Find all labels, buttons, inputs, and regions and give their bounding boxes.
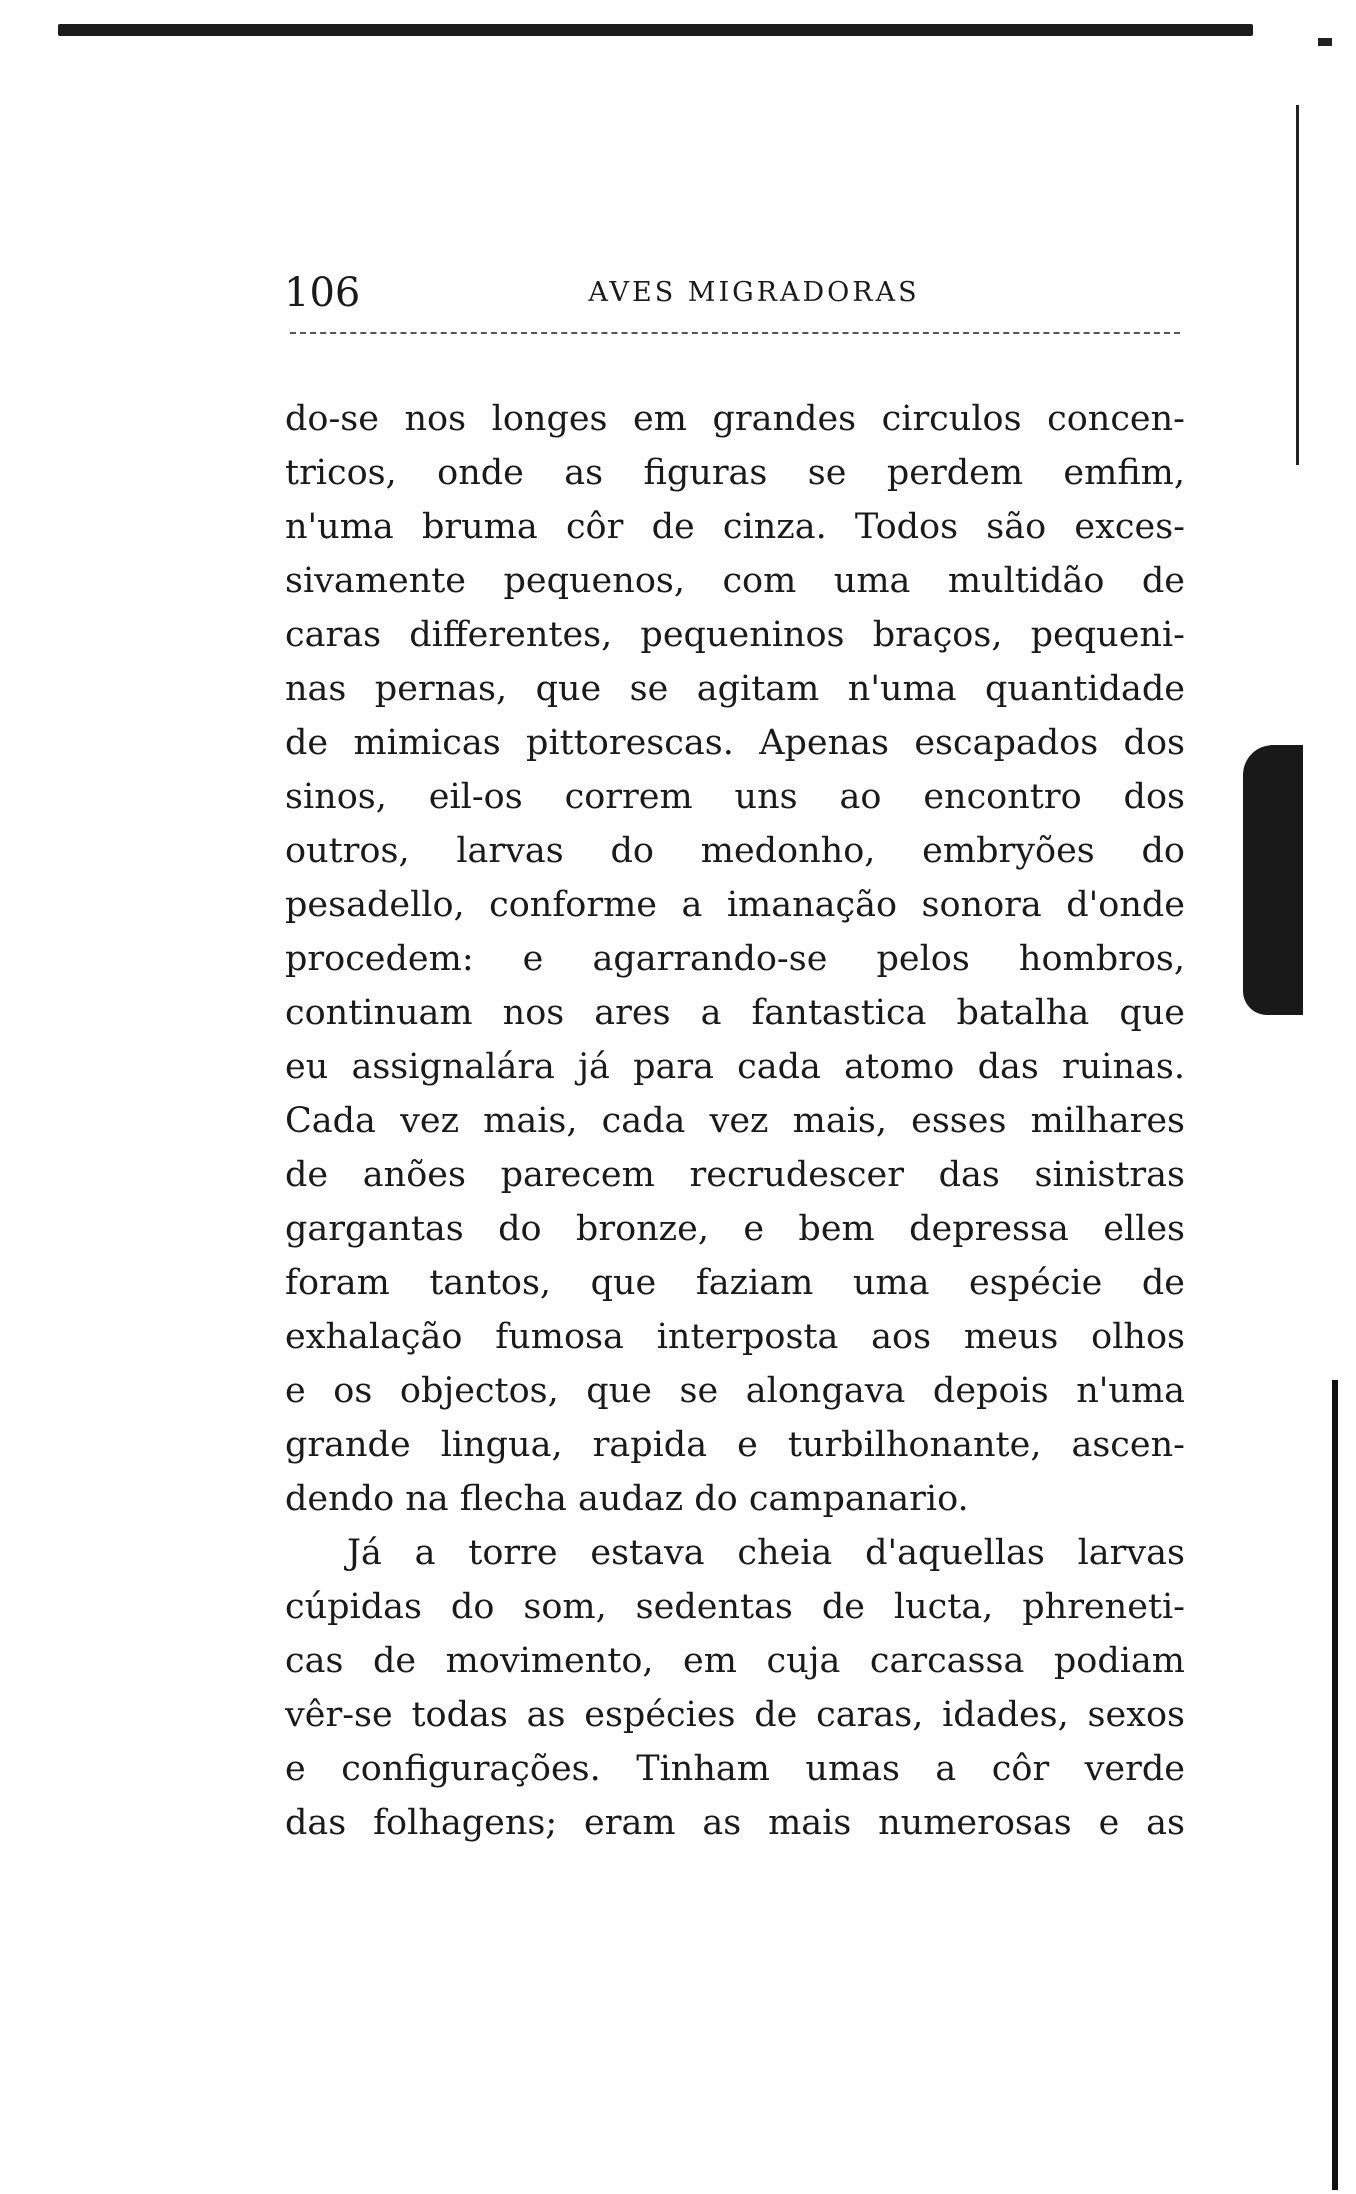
text-line: sivamente pequenos, com uma multidão de — [285, 561, 1185, 601]
page-edge-line-lower — [1332, 1380, 1338, 2190]
text-line: exhalação fumosa interposta aos meus olhos — [285, 1317, 1185, 1357]
header-rule — [290, 332, 1180, 334]
text-line: nas pernas, que se agitam n'uma quantidade — [285, 669, 1185, 709]
text-line: do-se nos longes em grandes circulos concen- — [285, 399, 1185, 439]
text-line: das folhagens; eram as mais numerosas e as — [285, 1803, 1185, 1843]
text-line: outros, larvas do medonho, embryões do — [285, 831, 1185, 871]
text-line: cúpidas do som, sedentas de lucta, phreneti- — [285, 1587, 1185, 1627]
text-line: Cada vez mais, cada vez mais, esses milhares — [285, 1101, 1185, 1141]
text-line: tricos, onde as figuras se perdem emfim, — [285, 453, 1185, 493]
text-line: cas de movimento, em cuja carcassa podiam — [285, 1641, 1185, 1681]
text-line: gargantas do bronze, e bem depressa elles — [285, 1209, 1185, 1249]
page-edge-line — [1296, 105, 1299, 465]
page-number: 106 — [284, 270, 361, 316]
text-line: e configurações. Tinham umas a côr verde — [285, 1749, 1185, 1789]
text-line: vêr-se todas as espécies de caras, idades, sexos — [285, 1695, 1185, 1735]
page-header — [284, 268, 1184, 318]
text-line: continuam nos ares a fantastica batalha que — [285, 993, 1185, 1033]
text-line: procedem: e agarrando-se pelos hombros, — [285, 939, 1185, 979]
page-top-edge-shadow — [58, 24, 1253, 36]
text-line: foram tantos, que faziam uma espécie de — [285, 1263, 1185, 1303]
text-line: sinos, eil-os correm uns ao encontro dos — [285, 777, 1185, 817]
text-line: n'uma bruma côr de cinza. Todos são exces- — [285, 507, 1185, 547]
text-line: pesadello, conforme a imanação sonora d'onde — [285, 885, 1185, 925]
ink-blot — [1243, 745, 1303, 1015]
text-line-paragraph-end: dendo na flecha audaz do campanario. — [285, 1479, 969, 1519]
running-title: AVES MIGRADORAS — [588, 277, 920, 308]
corner-mark — [1318, 38, 1332, 46]
text-line: de mimicas pittorescas. Apenas escapados dos — [285, 723, 1185, 763]
body-text — [285, 392, 1185, 1850]
text-line-paragraph-start: Já a torre estava cheia d'aquellas larvas — [347, 1533, 1185, 1573]
text-line: grande lingua, rapida e turbilhonante, ascen- — [285, 1425, 1185, 1465]
text-line: de anões parecem recrudescer das sinistras — [285, 1155, 1185, 1195]
text-line: eu assignalára já para cada atomo das ruinas. — [285, 1047, 1185, 1087]
text-line: e os objectos, que se alongava depois n'uma — [285, 1371, 1185, 1411]
text-line: caras differentes, pequeninos braços, pequeni- — [285, 615, 1185, 655]
